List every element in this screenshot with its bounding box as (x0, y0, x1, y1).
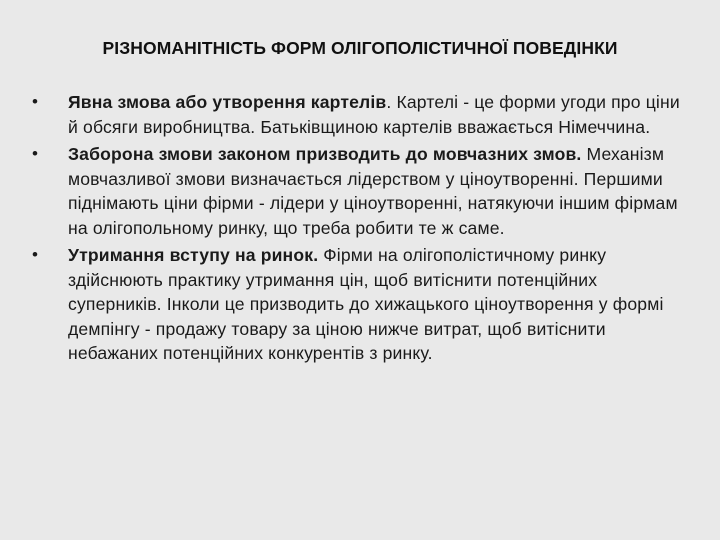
bullet-lead-text: Явна змова або утворення картелів (68, 92, 387, 112)
bullet-lead-text: Утримання вступу на ринок. (68, 245, 319, 265)
bullet-body-text: . Картелі - це форми угоди про ціни й обсяги виробництва. Батьківщиною картелів вважається Німеччина. (68, 92, 680, 137)
slide-title: РІЗНОМАНІТНІСТЬ ФОРМ ОЛІГОПОЛІСТИЧНОЇ ПОВЕДІНКИ (102, 38, 618, 58)
bullet-item-cartels (30, 90, 690, 139)
bullet-item-entry-deterrence (30, 243, 690, 366)
bullet-marker: • (32, 144, 39, 163)
bullet-marker: • (32, 245, 39, 264)
bullet-marker: • (32, 92, 39, 111)
bullet-body-text: Фірми на олігополістичному ринку здійснюють практику утримання цін, щоб витіснити потенційних суперників. Інколи це призводить до хижацького ціноутворення у формі демпінгу - продажу товару за ціною нижче витрат, щоб витіснити небажаних потенційних конкурентів з ринку. (68, 245, 664, 363)
bullet-list (30, 90, 690, 369)
bullet-item-tacit-collusion (30, 142, 690, 240)
bullet-body-text: Механізм мовчазливої змови визначається лідерством у ціноутворенні. Першими піднімають ціни фірми - лідери у ціноутворенні, натякуючи іншим фірмам на олігопольному ринку, що треба робити те ж саме. (68, 144, 678, 238)
bullet-lead-text: Заборона змови законом призводить до мовчазних змов. (68, 144, 582, 164)
